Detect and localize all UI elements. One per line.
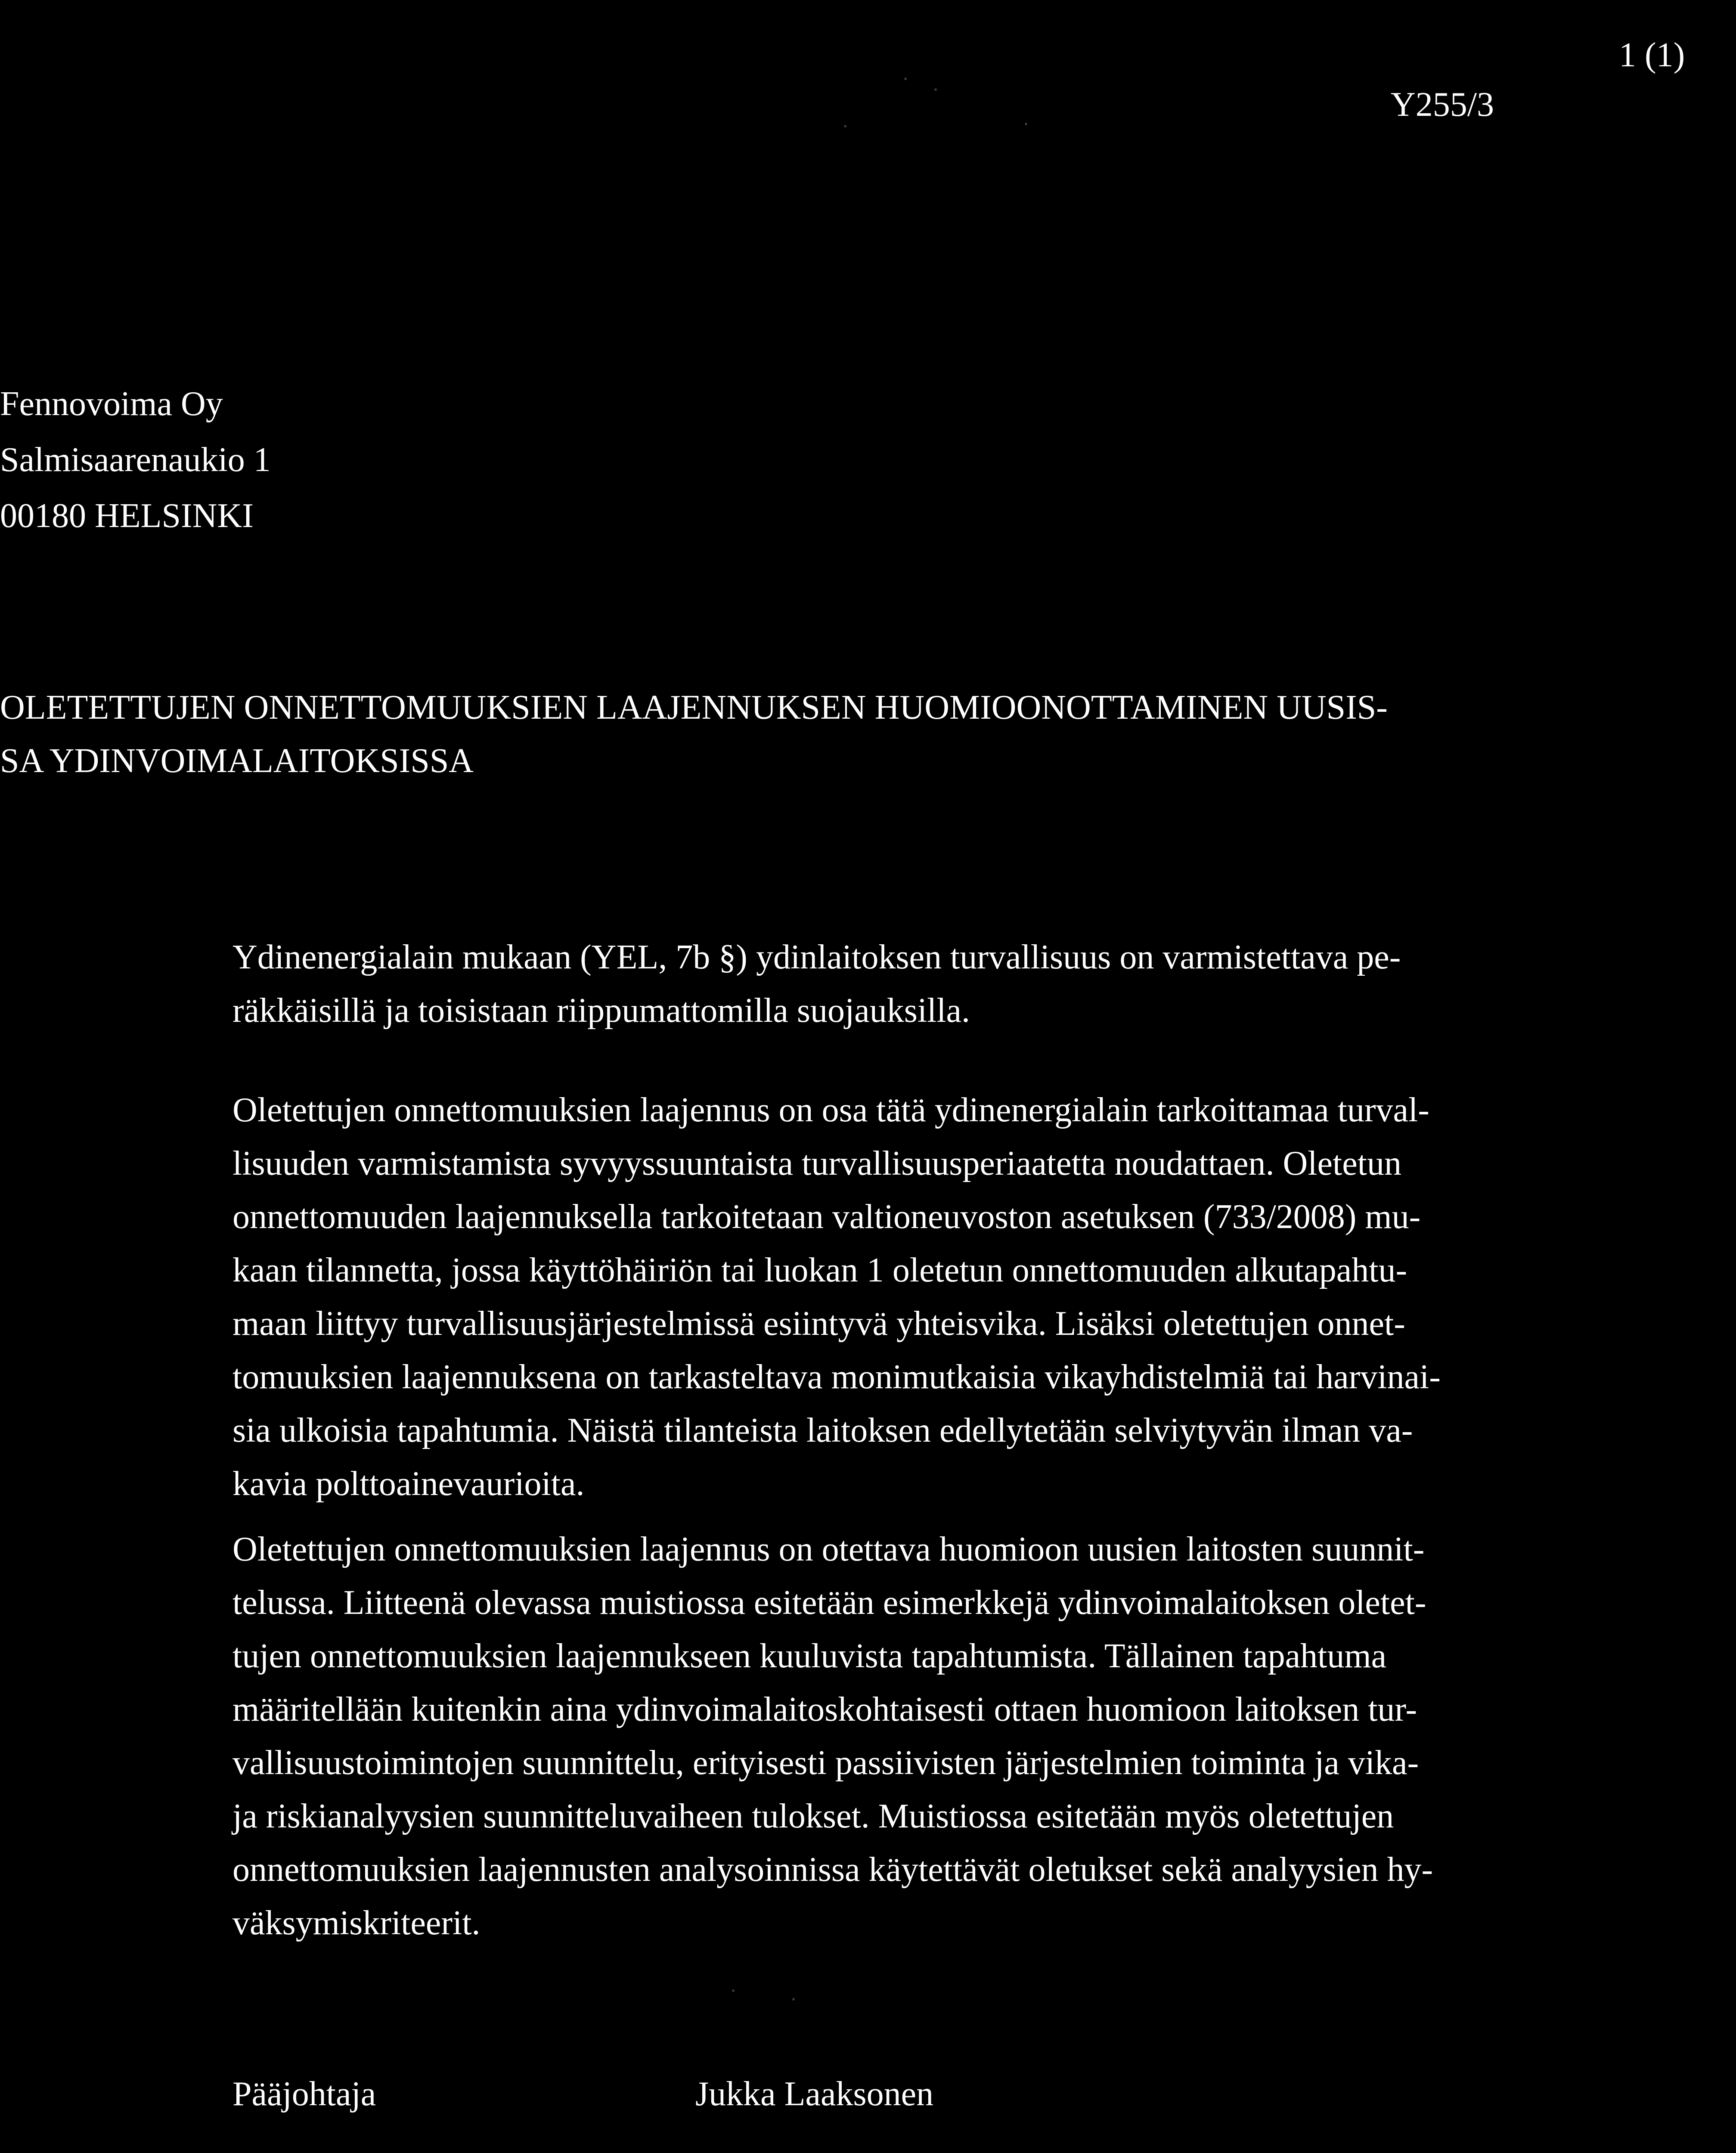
paragraph-line: määritellään kuitenkin aina ydinvoimalaitoskohtaisesti ottaen huomioon laitoksen tur- (232, 1691, 1417, 1728)
body-paragraph (232, 1524, 1433, 1951)
page-number: 1 (1) (1619, 36, 1685, 74)
subject-line: OLETETTUJEN ONNETTOMUUKSIEN LAAJENNUKSEN HUOMIOONOTTAMINEN UUSIS- (0, 689, 1388, 726)
paragraph-line: lisuuden varmistamista syvyyssuuntaista turvallisuusperiaatetta noudattaen. Oletetun (232, 1145, 1401, 1182)
paragraph-line: ja riskianalyysien suunnitteluvaiheen tulokset. Muistiossa esitetään myös oletettujen (232, 1797, 1394, 1835)
paragraph-line: telussa. Liitteenä olevassa muistiossa esitetään esimerkkejä ydinvoimalaitoksen oletet- (232, 1584, 1426, 1622)
body-paragraph (232, 932, 1401, 1039)
recipient-street: Salmisaarenaukio 1 (0, 441, 271, 479)
recipient-company: Fennovoima Oy (0, 385, 223, 423)
signatory-name: Jukka Laaksonen (695, 2075, 934, 2113)
paragraph-line: Ydinenergialain mukaan (YEL, 7b §) ydinlaitoksen turvallisuus on varmistettava pe- (232, 938, 1401, 976)
paragraph-line: sia ulkoisia tapahtumia. Näistä tilanteista laitoksen edellytetään selviytyvän ilman va- (232, 1412, 1413, 1449)
scan-speck (934, 88, 937, 91)
document-reference: Y255/3 (1391, 86, 1494, 124)
body-paragraph (232, 1085, 1441, 1512)
recipient-address (0, 379, 271, 547)
paragraph-line: tujen onnettomuuksien laajennukseen kuuluvista tapahtumista. Tällainen tapahtuma (232, 1637, 1387, 1675)
paragraph-line: räkkäisillä ja toisistaan riippumattomilla suojauksilla. (232, 992, 970, 1030)
paragraph-line: väksymiskriteerit. (232, 1904, 480, 1942)
scan-speck (904, 78, 907, 80)
paragraph-line: maan liittyy turvallisuusjärjestelmissä esiintyvä yhteisvika. Lisäksi oletettujen onnet- (232, 1305, 1405, 1343)
signatory-title: Pääjohtaja (232, 2075, 376, 2113)
paragraph-line: onnettomuuden laajennuksella tarkoitetaan valtioneuvoston asetuksen (733/2008) mu- (232, 1198, 1421, 1236)
recipient-city: 00180 HELSINKI (0, 497, 254, 535)
paragraph-line: kavia polttoainevaurioita. (232, 1465, 585, 1503)
subject-line: SA YDINVOIMALAITOKSISSA (0, 742, 474, 780)
paragraph-line: kaan tilannetta, jossa käyttöhäiriön tai luokan 1 oletetun onnettomuuden alkutapahtu- (232, 1251, 1407, 1289)
scan-speck (792, 1998, 795, 2001)
scan-speck (844, 125, 846, 127)
paragraph-line: tomuuksien laajennuksena on tarkasteltava monimutkaisia vikayhdistelmiä tai harvinai- (232, 1358, 1441, 1396)
paragraph-line: vallisuustoimintojen suunnittelu, erityisesti passiivisten järjestelmien toiminta ja vika- (232, 1744, 1419, 1782)
scan-speck (1025, 123, 1027, 125)
paragraph-line: Oletettujen onnettomuuksien laajennus on otettava huomioon uusien laitosten suunnit- (232, 1530, 1425, 1568)
subject-heading (0, 683, 1388, 789)
paragraph-line: Oletettujen onnettomuuksien laajennus on osa tätä ydinenergialain tarkoittamaa turval- (232, 1091, 1429, 1129)
scan-speck (732, 1989, 735, 1992)
paragraph-line: onnettomuuksien laajennusten analysoinnissa käytettävät oletukset sekä analyysien hy- (232, 1851, 1433, 1889)
